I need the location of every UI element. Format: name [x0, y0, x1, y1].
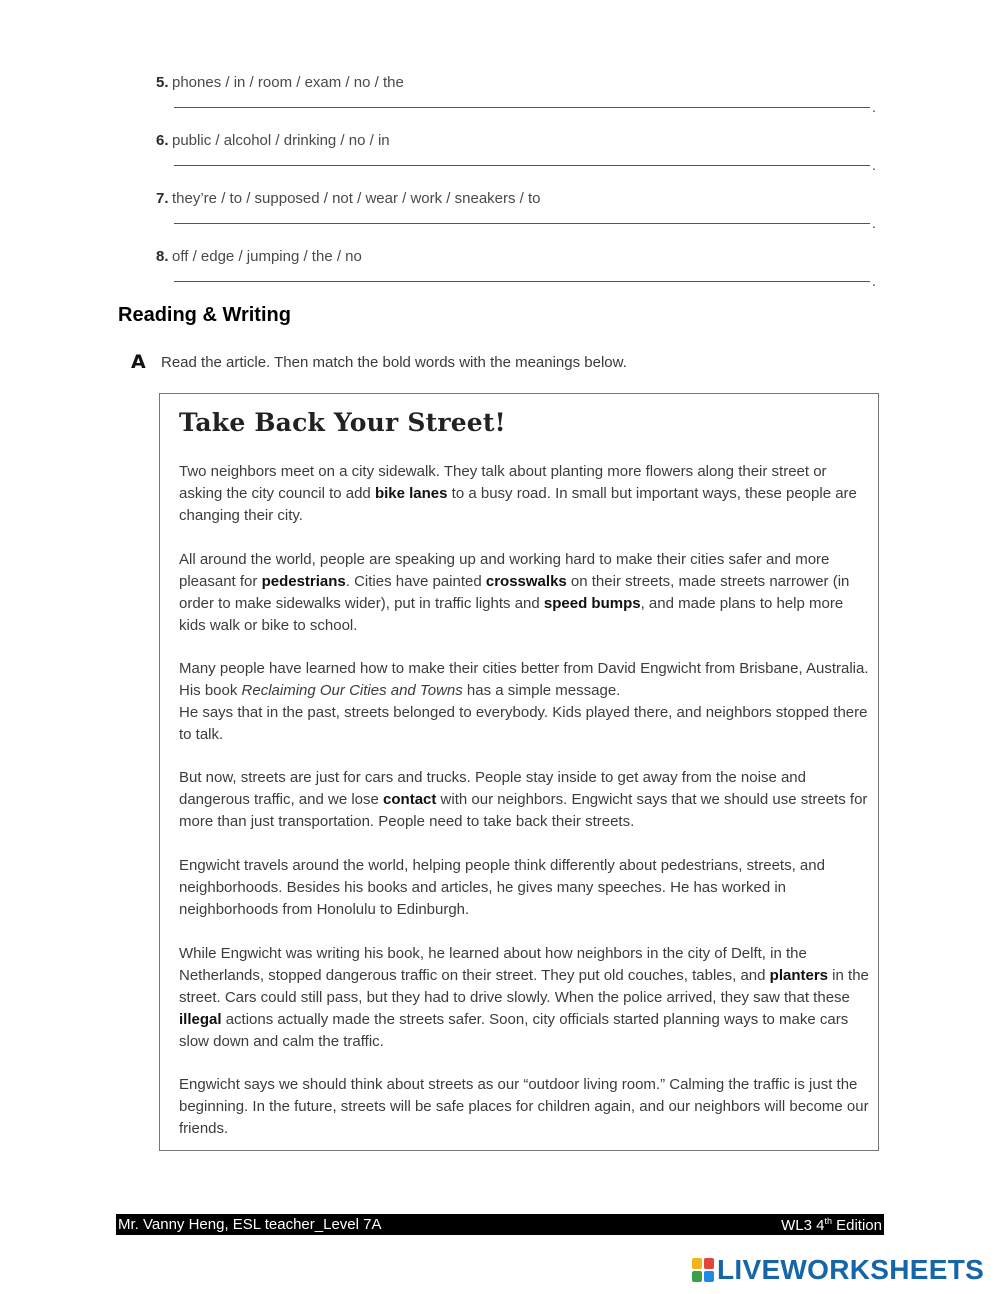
bold-word: pedestrians	[261, 573, 346, 590]
liveworksheets-logo[interactable]	[692, 1255, 984, 1285]
article-paragraph-5: Engwicht travels around the world, helping people think differently about pedestrians, streets, and neighborhoods. Besides his books and articles, he gives many speeches. He has worked in neighborhoods from Honolulu to Edinburgh.	[179, 857, 825, 918]
footer-bar	[116, 1214, 884, 1235]
exercise-prompt: off / edge / jumping / the / no	[172, 248, 362, 265]
bold-word: speed bumps	[543, 595, 641, 612]
article-paragraph-3: Many people have learned how to make their cities better from David Engwicht from Brisbane, Australia. His book Reclaiming Our Cities and Towns has a simple message. He says that in the past, streets belonged to everybody. Kids played there, and neighbors stopped there to talk.	[179, 660, 869, 743]
bold-word: bike lanes	[374, 485, 448, 502]
article-paragraph-2: All around the world, people are speaking up and working hard to make their cities safer and more pleasant for pedestrians. Cities have painted crosswalks on their streets, made streets narrower (in order to make sidewalks wider), put in traffic lights and speed bumps, and made plans to help more kids walk or bike to school.	[179, 551, 850, 634]
answer-line-period: .	[872, 99, 876, 115]
article-title: Take Back Your Street!	[179, 408, 506, 437]
answer-line-period: .	[872, 157, 876, 173]
exercise-prompt: they’re / to / supposed / not / wear / work / sneakers / to	[172, 190, 541, 207]
exercise-number: 5.	[156, 74, 169, 91]
bold-word: illegal	[179, 1011, 222, 1028]
exercise-prompt: phones / in / room / exam / no / the	[172, 74, 404, 91]
exercise-number: 7.	[156, 190, 169, 207]
article-paragraph-6: While Engwicht was writing his book, he learned about how neighbors in the city of Delft, in the Netherlands, stopped dangerous traffic on their street. They put old couches, tables, and planters in the street. Cars could still pass, but they had to drive slowly. When the police arrived, they saw that these illegal actions actually made the streets safer. Soon, city officials started planning ways to make cars slow down and calm the traffic.	[179, 945, 869, 1050]
liveworksheets-logo-icon	[692, 1258, 714, 1282]
book-title: Reclaiming Our Cities and Towns	[241, 682, 463, 699]
exercise-number: 6.	[156, 132, 169, 149]
exercise-prompt: public / alcohol / drinking / no / in	[172, 132, 390, 149]
instruction-text: Read the article. Then match the bold words with the meanings below.	[161, 354, 627, 371]
logo-text: LIVEWORKSHEETS	[717, 1254, 985, 1285]
exercise-number: 8.	[156, 248, 169, 265]
exercise-item-6	[156, 132, 878, 180]
footer-author: Mr. Vanny Heng, ESL teacher_Level 7A	[118, 1216, 382, 1233]
section-heading: Reading & Writing	[118, 304, 291, 326]
answer-line-period: .	[872, 215, 876, 231]
bold-word: planters	[769, 967, 829, 984]
article-box	[159, 393, 879, 1151]
answer-line[interactable]	[174, 107, 870, 108]
article-paragraph-4: But now, streets are just for cars and trucks. People stay inside to get away from the noise and dangerous traffic, and we lose contact with our neighbors. Engwicht says that we should use streets for more than just transportation. People need to take back their streets.	[179, 769, 868, 830]
article-paragraph-7: Engwicht says we should think about streets as our “outdoor living room.” Calming the traffic is just the beginning. In the future, streets will be safe places for children again, and our neighbors will become our friends.	[179, 1076, 869, 1137]
exercise-item-8	[156, 248, 878, 296]
bold-word: crosswalks	[485, 573, 567, 590]
bold-word: contact	[383, 791, 437, 808]
answer-line[interactable]	[174, 165, 870, 166]
exercise-item-5	[156, 74, 878, 122]
exercise-item-7	[156, 190, 878, 238]
article-paragraph-1: Two neighbors meet on a city sidewalk. They talk about planting more flowers along their street or asking the city council to add bike lanes to a busy road. In small but important ways, these people are changing their city.	[179, 463, 857, 524]
instruction-letter: A	[131, 351, 146, 373]
answer-line[interactable]	[174, 223, 870, 224]
answer-line[interactable]	[174, 281, 870, 282]
answer-line-period: .	[872, 273, 876, 289]
footer-edition: WL3 4th Edition	[781, 1216, 882, 1234]
